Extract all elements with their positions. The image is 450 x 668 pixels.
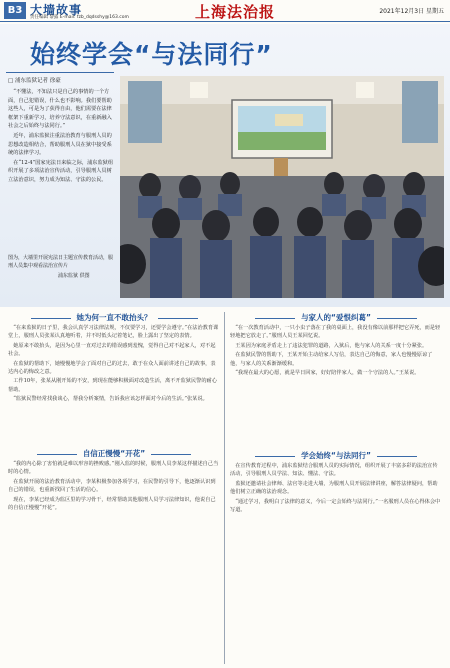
section-paragraph: 她原来不敢抬头，是因为心里一直对过去的错误感到羞愧，觉得自己对不起家人，对不起社会。 [8,342,216,358]
section-paragraph: 工作10年，张某从刚开始的不安，到现在能够积极面对改造生活，离不开监狱民警的耐心帮助。 [8,378,217,393]
classroom-illustration [120,76,444,298]
section-paragraph: 在监狱民警的帮助下，王某开始主动给家人写信，表达自己的悔意，家人也慢慢原谅了他，与家人的关系渐渐缓和。 [230,352,433,367]
issue-date: 2021年12月3日 星期五 [379,8,444,15]
intro-paragraph: “不懂法，不知法只是自己的事情的一个方面，自己犯错误，什么也不影响。我们要帮助这些人，可是为了获得自由，他们需要在法律框架下重新学习，培养守法意识，在重新融入社会之后始终与法同行。” [8,89,112,130]
section-body [8,460,220,664]
column-divider [224,312,225,664]
section-paragraph: 王某因为家庭矛盾走上了违法犯罪的道路，入狱后，他与家人的关系一度十分紧张。 [235,342,428,349]
newspaper-name: 上海法治报 [195,3,276,21]
section-paragraph: 在监狱开展的法治教育活动中，李某积极参加各项学习，在民警的引导下，他逐渐认识到自己的错误，也重新找回了生活的信心。 [8,478,216,494]
section-paragraph: “在来监狱的日子里，我会认真学习法律法规，不仅要学习，还要学会遵守。”在法治教育课堂上，服刑人员张某认真地听着，并不时低头记着笔记，脸上露出了坚定的表情。 [8,325,219,340]
feature-headline: 始终学会“与法同行” [30,40,273,69]
section-body [8,324,220,442]
column-name: 大墙故事 [30,3,83,17]
section-paragraph: “我现在最大的心愿，就是早日回家，好好陪伴家人，做一个守法的人。”王某说。 [235,370,420,377]
feature-byline: □ 浦东监狱记者 徐豪 [8,78,61,84]
masthead [0,0,450,22]
section-paragraph: “监狱民警经常找我谈心，帮我分析案情，告诉我应该怎样面对今后的生活。”张某说。 [13,396,208,403]
section-paragraph: “通过学习，我明白了法律的意义，今后一定会始终与法同行。”一名服刑人员在心得体会中写道。 [230,498,441,514]
section-body [230,462,442,664]
section-paragraph: 在宣传教育过程中，浦东监狱结合服刑人员的实际情况，组织开展了丰富多彩的法治宣传活动，引导服刑人员学法、知法、懂法、守法。 [230,463,438,478]
feature-intro [8,88,116,186]
section-paragraph: “我的内心除了害怕就是难以形容的挫败感。”刚入监的时候，服刑人员李某这样描述自己当时的心情。 [8,461,219,476]
byline-rule [6,72,114,73]
editor-meta: 责任编辑 黎露 E-mail: fzb_dqdsshy@163.com [30,15,129,20]
photo-caption: 图为，大墙里开展宪法日主题宣传教育活动，服刑人员集中观看法治宣传片 [8,255,114,269]
intro-paragraph: 在“12·4”国家宪法日来临之际，浦东监狱组织开展了多项法治宣传活动，引导服刑人员树立法治意识，努力成为知法、守法的公民。 [8,159,114,183]
section-paragraph: 监狱还邀请社会律师、法官等走进大墙，为服刑人员开展法律讲座，解答法律疑问，帮助他们树立正确的法治观念。 [230,480,438,496]
section-paragraph: 现在，李某已经成为监区里的学习骨干，经常帮助其他服刑人员学习法律知识，他说自己的自信正慢慢“开花”。 [8,496,216,512]
section-paragraph: 在监狱的帮助下，她慢慢地学会了面对自己的过去，敢于在众人面前讲述自己的故事，表达内心的悔改之意。 [8,360,216,376]
intro-paragraph: 近年，浦东监狱注重法治教育与服刑人员的思想改造相结合，帮助服刑人员在狱中接受系统的法律学习。 [8,132,112,157]
section-paragraph: “在一次教育活动中，一只小虫子落在了我的桌面上，我没有像以前那样把它弄死，而是轻轻地把它放走了。”服刑人员王某回忆说。 [230,325,441,340]
photo-credit: 浦东监狱 供图 [58,273,90,279]
section-title: 自信正慢慢“开花” [8,448,220,459]
section-title: 学会始终“与法同行” [230,450,442,461]
classroom-photo [120,76,444,298]
section-title: 她为何一直不敢抬头？ [8,312,220,323]
section-body [230,324,442,444]
section-title: 与家人的“爱恨纠葛” [230,312,442,323]
page-number: B3 [4,2,26,19]
